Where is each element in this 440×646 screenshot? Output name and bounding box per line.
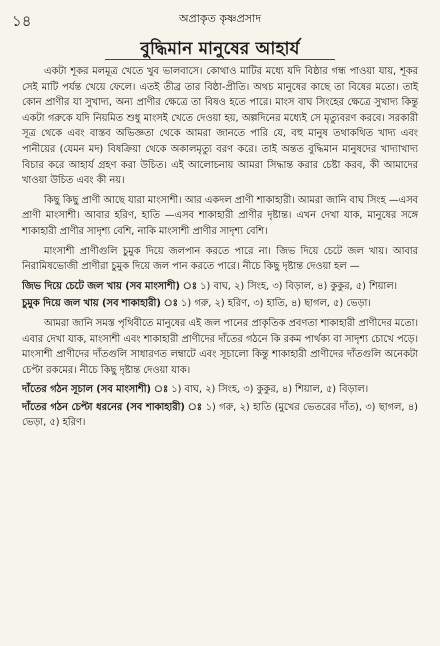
list-item-flat-teeth: [22, 400, 418, 431]
list-item-pointed-teeth: [22, 382, 418, 398]
list-item-lapping: [22, 279, 418, 295]
list-item-label: চুমুক দিয়ে জল খায় (সব শাকাহারী) ঃ: [22, 298, 178, 310]
paragraph-4: আমরা জানি সমস্ত পৃথিবীতে মানুষের এই জল পানের প্রাকৃতিক প্রবণতা শাকাহারী প্রাণীদের মতো। এবার দেখা যাক, মাংসাশী এবং শাকাহারী প্রাণীদের দাঁতের গঠনে কি রকম পার্থক্য বা সাদৃশ্য চোখে পড়ে। মাংসাশী প্রাণীদের দাঁতগুলি সাধারণত লম্বাটে এবং সূচালো কিন্তু শাকাহারী প্রাণীদের দাঁতগুলি অনেকটা চেপ্টা রকমের। নীচে কিছু দৃষ্টান্ত দেওয়া যাক।: [22, 317, 418, 376]
list-item-sipping: [22, 296, 418, 312]
list-item-text: ১) বাঘ, ২) সিংহ, ৩) বিড়াল, ৪) কুকুর, ৫) শিয়াল।: [197, 280, 398, 292]
chapter-title: বুদ্ধিমান মানুষের আহার্য: [140, 39, 300, 59]
list-item-label: দাঁতের গঠন চেপ্টা ধরনের (সব শাকাহারী) ঃ: [22, 401, 203, 413]
paragraph-1: একটা শূকর মলমূত্র খেতে খুব ভালবাসে। কোথাও মাটির মধ্যে যদি বিষ্ঠার গন্ধ পাওয়া যায়, শূকর সেই মাটি পর্যন্ত খেয়ে ফেলে। এতই তীব্র তার বিষ্ঠা-প্রীতি। অথচ মানুষের কাছে তা বিষের মতো। তাই কোন প্রাণীর যা সুখাদ্য, অন্য প্রাণীর ক্ষেত্রে তা বিষও হতে পারে। মাংস বাঘ সিংহের ক্ষেত্রে সুখাদ্য কিন্তু একটা গরুকে যদি নিয়মিত শুধু মাংসই খেতে দেওয়া হয়, অল্পদিনের মধ্যেই সে মৃত্যুবরণ করবে। সরকারী সূত্র থেকে এবং বাস্তব অভিজ্ঞতা থেকে আমরা জানতে পারি যে, বহু মানুষ তথাকথিত খাদ্য এবং পানীয়ের (যেমন মদ) বিষক্রিয়া থেকে অকালমৃত্যু বরণ করে। তাই অন্তত বুদ্ধিমান মানুষদের খাদ্যাখাদ্য বিচার করে আহার্য গ্রহণ করা উচিত। এই আলোচনায় আমরা সিদ্ধান্ত করার চেষ্টা করব, কী আমাদের খাওয়া উচিত এবং কী নয়।: [22, 66, 418, 187]
list-item-text: ১) গরু, ২) হাতি (মুখের ভেতরের দাঁত), ৩) ছাগল, ৪) ভেড়া, ৫) হরিণ।: [22, 401, 419, 429]
list-item-label: জিভ দিয়ে চেটে জল খায় (সব মাংসাশী) ঃ: [22, 280, 198, 292]
paragraph-3: মাংসাশী প্রাণীগুলি চুমুক দিয়ে জলপান করতে পারে না। জিভ দিয়ে চেটে জল খায়। আবার নিরামিষভোজী প্রাণীরা চুমুক দিয়ে জল পান করতে পারে। নীচে কিছু দৃষ্টান্ত দেওয়া হল —: [22, 245, 418, 273]
page-header: [0, 8, 440, 28]
paragraph-2: কিছু কিছু প্রাণী আছে যারা মাংসাশী। আর একদল প্রাণী শাকাহারী। আমরা জানি বাঘ সিংহ —এসব প্রাণী মাংসাশী। আবার হরিণ, হাতি —এসব শাকাহারী প্রাণীর দৃষ্টান্ত। এখন দেখা যাক, মানুষের সঙ্গে শাকাহারী প্রাণীর সাদৃশ্য বেশি, নাকি মাংসাশী প্রাণীর সাদৃশ্য বেশি।: [22, 194, 418, 237]
title-underline: [105, 59, 335, 60]
list-item-label: দাঁতের গঠন সূচাল (সব মাংসাশী) ঃ: [22, 384, 169, 396]
page-body: [22, 64, 418, 433]
list-item-text: ১) বাঘ, ২) সিংহ, ৩) কুকুর, ৪) শিয়াল, ৫) বিড়াল।: [168, 384, 369, 396]
list-item-text: ১) গরু, ২) হরিণ, ৩) হাতি, ৪) ছাগল, ৫) ভেড়া।: [177, 298, 371, 310]
page-number: ১৪: [12, 12, 32, 30]
running-title: অপ্রাকৃত কৃষ্ণপ্রসাদ: [178, 12, 262, 25]
